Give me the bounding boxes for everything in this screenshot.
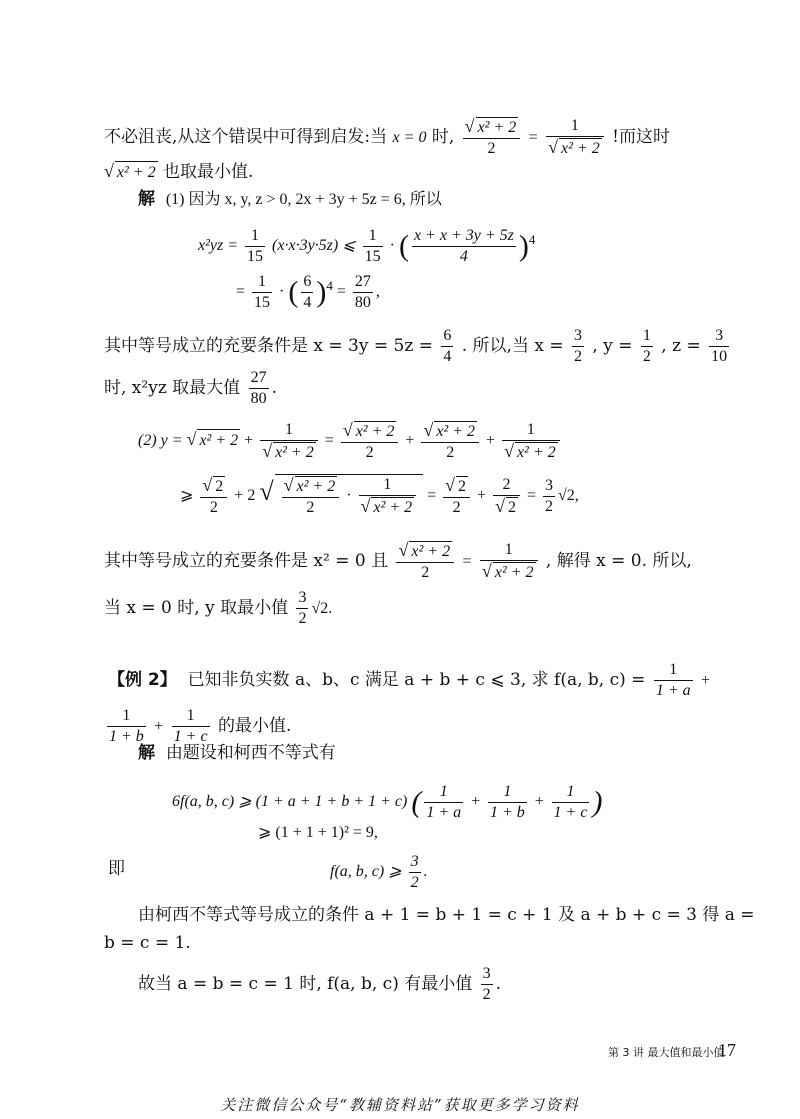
equation-3: (2) y = √ x² + 2 + $\frac{1}{\text{√ x² + 2}}$ = $\frac{\text{√ x² + 2}}{2}$ + $\frac{\text{√ x² + 2}}{2}$ + $\frac{1}{\text{√ x² + 2}}$ bbox=[138, 420, 563, 463]
chapter-footer: 第 3 讲 最大值和最小值 bbox=[608, 1046, 725, 1059]
intro-line: 不必沮丧,从这个错误中可得到启发:当 x = 0 时, $\frac{\text{√ x² + 2}}{2}$ = $\frac{1}{\text{√ x² + 2}}$ !而这时 bbox=[104, 116, 670, 157]
example-2-line: 【例 2】 已知非负实数 a、b、c 满足 a + b + c ⩽ 3, 求 f(a, b, c) = $\frac{1}{1 + a}$ + bbox=[108, 661, 711, 699]
solution-3-intro: 解 由题设和柯西不等式有 bbox=[138, 743, 336, 763]
max-value-line: 时, x²yz 取最大值 $\frac{27}{80}$ . bbox=[104, 369, 277, 407]
condition-line-2: 其中等号成立的充要条件是 x² = 0 且 $\frac{\text{√ x² + 2}}{2}$ = $\frac{1}{\text{√ x² + 2}}$ , 解得 x = 0. 所以, bbox=[104, 540, 692, 581]
fraction: $\frac{\text{√ x² + 2}}{2}$ bbox=[463, 116, 521, 159]
intro-line-2: √ x² + 2 也取最小值. bbox=[104, 161, 254, 182]
equation-2: = $\frac{1}{15}$ · ( $\frac{6}{4}$ )$^4$ = $\frac{27}{80}$ , bbox=[236, 273, 380, 311]
equation-6: ⩾ (1 + 1 + 1)² = 9, bbox=[258, 824, 378, 841]
ji-line: 即 bbox=[108, 859, 125, 879]
equation-1: x²yz = $\frac{1}{15}$ (x·x·3y·5z) ⩽ $\frac{1}{15}$ · ( $\frac{x + x + 3y + 5z}{4}$ )$^4$ bbox=[198, 227, 536, 265]
equation-4: ⩾ $\frac{√ 2}{2}$ + 2 √ $\frac{\text{√ x² + 2}}{2}$ · $\frac{1}{\text{√ x² + 2}}$ = $\frac{√ 2}{2}$ + $\frac{2}{√ 2}$ = $\frac{3}{2}$ √2, bbox=[180, 475, 579, 516]
page-number: 17 bbox=[718, 1040, 736, 1060]
solution-1-intro: 解 (1) 因为 x, y, z > 0, 2x + 3y + 5z = 6, 所以 bbox=[138, 189, 442, 209]
equation-7: f(a, b, c) ⩾ $\frac{3}{2}$ . bbox=[330, 853, 428, 891]
fraction: $\frac{1}{\text{√ x² + 2}}$ bbox=[546, 116, 604, 159]
example-2-line-2: $\frac{1}{1 + b}$ + $\frac{1}{1 + c}$ 的最小值. bbox=[109, 707, 292, 745]
cauchy-condition-line-2: b = c = 1. bbox=[104, 933, 191, 953]
conclusion-line: 故当 a = b = c = 1 时, f(a, b, c) 有最小值 $\frac{3}{2}$ . bbox=[138, 965, 502, 1003]
equation-5: 6f(a, b, c) ⩾ (1 + a + 1 + b + 1 + c) ( $\frac{1}{1 + a}$ + $\frac{1}{1 + b}$ + $\frac{1}{1 + c}$ ) bbox=[172, 783, 603, 821]
condition-line: 其中等号成立的充要条件是 x = 3y = 5z = $\frac{6}{4}$ . 所以,当 x = $\frac{3}{2}$ , y = $\frac{1}{2}$ , z = $\frac{3}{10}$ bbox=[104, 327, 728, 365]
watermark-text: 关注微信公众号“教辅资料站”获取更多学习资料 bbox=[220, 1096, 580, 1114]
cauchy-condition-line: 由柯西不等式等号成立的条件 a + 1 = b + 1 = c + 1 及 a + b + c = 3 得 a = bbox=[138, 905, 755, 925]
min-value-line: 当 x = 0 时, y 取最小值 $\frac{3}{2}$ √2. bbox=[104, 589, 333, 627]
